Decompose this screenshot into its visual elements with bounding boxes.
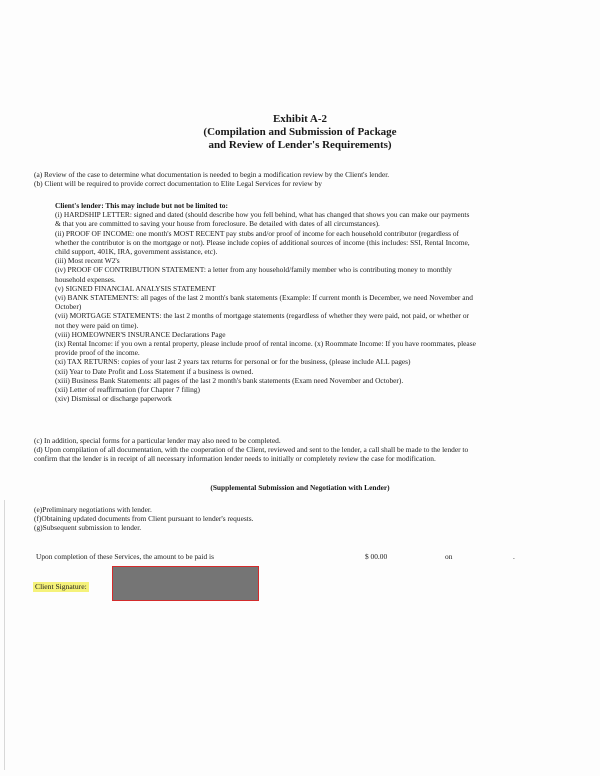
- requirement-line: (ii) PROOF OF INCOME: one month's MOST RECENT pay stubs and/or proof of income for each household contributor (regardless of: [55, 228, 460, 238]
- intro-item-a: (a) Review of the case to determine what documentation is needed to begin a modification review by the Client's lender.: [34, 170, 390, 179]
- supplemental-section: [34, 505, 564, 533]
- requirement-line: (viii) HOMEOWNER'S INSURANCE Declarations Page: [55, 329, 226, 339]
- requirement-line: (ix) Rental Income: if you own a rental property, please include proof of rental income. (x) Roommate Income: If you have roommates, please: [55, 339, 476, 349]
- closing-item-d-line-2: confirm that the lender is in receipt of all necessary information lender needs to initially or completely review the case for modification.: [34, 454, 436, 464]
- exhibit-subtitle-line-1: (Compilation and Submission of Package: [203, 126, 397, 138]
- payment-line: [36, 552, 576, 564]
- requirement-line: (xiii) Business Bank Statements: all pages of the last 2 month's bank statements (Exam need November and October).: [55, 375, 404, 385]
- requirement-line: (xii) Year to Date Profit and Loss Statement if a business is owned.: [55, 366, 254, 376]
- closing-section: [34, 436, 564, 464]
- requirements-list: [55, 210, 565, 403]
- requirements-heading: Client's lender: This may include but not be limited to:: [55, 201, 228, 210]
- scan-edge-line: [4, 500, 5, 770]
- supplemental-item-e: (e)Preliminary negotiations with lender.: [34, 505, 152, 514]
- requirement-line: (xi) TAX RETURNS: copies of your last 2 years tax returns for personal or for the business, (please include ALL pages): [55, 357, 411, 367]
- requirement-line: & that you are committed to saving your house from foreclosure. Be detailed with dates of all circumstances).: [55, 219, 380, 229]
- requirement-line: (vii) MORTGAGE STATEMENTS: the last 2 months of mortgage statements (regardless of whether they were paid, not paid, or whether or: [55, 311, 469, 321]
- closing-item-c: (c) In addition, special forms for a particular lender may also need to be completed.: [34, 436, 281, 445]
- requirement-line: (xii) Letter of reaffirmation (for Chapter 7 filing): [55, 385, 200, 395]
- payment-amount: $ 00.00: [365, 552, 388, 561]
- intro-section: [34, 170, 564, 188]
- exhibit-subtitle-line-2: and Review of Lender's Requirements): [208, 139, 392, 151]
- supplemental-item-f: (f)Obtaining updated documents from Client pursuant to lender's requests.: [34, 514, 254, 524]
- exhibit-title-block: [0, 113, 600, 152]
- requirement-line: October): [55, 302, 82, 312]
- requirement-line: not they were paid on time).: [55, 320, 139, 330]
- requirement-line: (iii) Most recent W2's: [55, 256, 120, 266]
- requirement-line: provide proof of the income.: [55, 348, 140, 358]
- exhibit-title: Exhibit A-2: [272, 113, 328, 125]
- closing-item-d-line-1: (d) Upon compilation of all documentation, with the cooperation of the Client, reviewed and sent to the lender, a call shall be made to the lender to: [34, 445, 469, 455]
- requirement-line: (v) SIGNED FINANCIAL ANALYSIS STATEMENT: [55, 283, 216, 293]
- requirement-line: (xiv) Dismissal or discharge paperwork: [55, 394, 172, 404]
- requirement-line: child support, 401K, IRA, government assistance, etc).: [55, 247, 218, 257]
- payment-trailing-period: .: [513, 552, 515, 561]
- requirement-line: (i) HARDSHIP LETTER: signed and dated (should describe how you fell behind, what has changed that shows you can make our payments: [55, 210, 470, 220]
- supplemental-heading: (Supplemental Submission and Negotiation with Lender): [210, 483, 390, 492]
- supplemental-item-g: (g)Subsequent submission to lender.: [34, 523, 142, 533]
- requirements-section: [55, 201, 565, 403]
- payment-text: Upon completion of these Services, the amount to be paid is: [36, 552, 214, 561]
- requirement-line: (vi) BANK STATEMENTS: all pages of the last 2 month's bank statements (Example: If current month is December, we need November and: [55, 293, 473, 303]
- payment-on-label: on: [445, 552, 453, 561]
- intro-item-b: (b) Client will be required to provide correct documentation to Elite Legal Services for review by: [34, 179, 322, 189]
- client-signature-label: Client Signature:: [35, 582, 87, 591]
- requirement-line: household expenses.: [55, 274, 116, 284]
- requirement-line: (iv) PROOF OF CONTRIBUTION STATEMENT: a letter from any household/family member who is contributing money to monthly: [55, 265, 452, 275]
- signature-redaction-box: [112, 566, 259, 601]
- requirement-line: whether the contributor is on the mortgage or not). Please include copies of additional sources of income (this includes: SSI, Rental Income,: [55, 237, 470, 247]
